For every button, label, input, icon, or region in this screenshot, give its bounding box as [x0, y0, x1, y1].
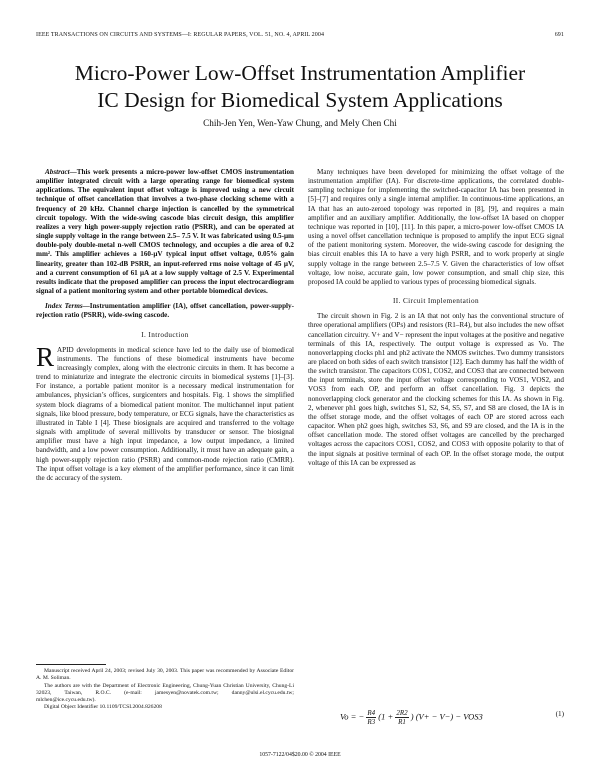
circuit-paragraph: The circuit shown in Fig. 2 is an IA that not only has the conventional structure of three operational amplifiers (OPs) and resistors (R1–R4), but also includes the new offset cancellation circuitry. V+ and V− represent the input voltages at the positive and negative terminals of this IA, respectively. The output voltage is expressed as Vo. The nonoverlapping clocks ph1 and ph2 activate the NMOS switches. Two dummy transistors are placed on both sides of each switch transistor [12]. Each dummy has half the width of the switch transistor. The capacitors COS1, COS2, and COS3 that are connected between the input terminals, store the input offset voltage corresponding to VOS1, VOS2, and VOS3 from each OP, and perform an offset cancellation. Fig. 3 depicts the nonoverlapping clock generator and the clocking schemes for this IA. As shown in Fig. 2, whenever ph1 goes high, switches S1, S2, S4, S5, S7, and S8 are closed, the IA is in the offset storage mode, and the offset voltages of each OP are stored across each capacitor. When ph2 goes high, switches S3, S6, and S9 are closed, and the IA is in the offset cancellation mode. The stored offset voltages are cancelled by the precharged voltages across the capacitors COS1, COS2, and COS3 with opposite polarity to that of the input signals at positive terminal of each OP. In the offset storage mode, the output voltage of this IA can be expressed as	[308, 312, 564, 467]
eq-fraction-gain	[366, 709, 376, 726]
techniques-paragraph: Many techniques have been developed for minimizing the offset voltage of the instrumentation amplifier (IA). For discrete-time applications, the correlated double-sampling technique for implementing the switched-capacitor IA has been presented in [5]–[7] and requires only a single internal amplifier. In continuous-time applications, an IA that has an auto-zeroed topology was reported in [8], [9], and requires a main amplifier and an auxiliary amplifier. Additionally, the low-offset IA based on chopper technique was reported in [10], [11]. In this paper, a micro-power low-offset CMOS IA using a novel offset cancellation technique is proposed to amplify the input ECG signal of the patient monitoring system. Moreover, the wide-swing cascode for designing the bias circuit enables this IA to have a very high PSRR, and to work properly at single supply voltage in the range between 2.5–7.5 V. Given the characteristics of low offset voltage, low noise, accurate gain, low power consumption, and small chip size, this proposed IA could be applied to various types of processing biomedical signals.	[308, 168, 564, 286]
drop-cap: R	[36, 341, 55, 372]
footnote-doi: Digital Object Identifier 10.1109/TCSI.2004.826208	[44, 704, 162, 711]
eq-mid: (1 +	[378, 711, 394, 722]
equation-1	[340, 704, 564, 728]
footnote-affiliation: The authors are with the Department of Electronic Engineering, Chung-Yuan Christian University, Chung-Li 32023, Taiwan, R.O.C. (e-mail: jamesyen@novatek.com.tw; danny@ulsi.el.cycu.edu.tw; mlchen@ice.cycu.edu.tw).	[36, 682, 294, 704]
eq-frac1-den: R3	[367, 718, 376, 726]
right-column	[308, 168, 564, 468]
equation-body	[340, 709, 483, 726]
author-list: Chih-Jen Yen, Wen-Yaw Chung, and Mely Chen Chi	[203, 118, 397, 128]
index-terms-text: Instrumentation amplifier (IA), offset cancellation, power-supply-rejection ratio (PSRR), wide-swing cascode.	[36, 302, 294, 320]
journal-name: IEEE TRANSACTIONS ON CIRCUITS AND SYSTEMS—I: REGULAR PAPERS, VOL. 51, NO. 4, APRIL 2004	[36, 32, 325, 38]
running-header	[36, 32, 564, 42]
abstract-text: This work presents a micro-power low-offset CMOS instrumentation amplifier integrated circuit with a large operating range for biomedical system applications. The equivalent input offset voltage is improved using a new circuit technique of offset cancellation that involves a two-phase clocking scheme with a frequency of 20 kHz. Channel charge injection is cancelled by the symmetrical circuit topology. With the wide-swing cascode bias circuit design, this amplifier realizes a very high power-supply rejection ratio (PSRR), and can be operated at single supply voltage in the range between 2.5– 7.5 V. It was fabricated using 0.5-μm double-poly double-metal n-well CMOS technology, and occupies a die area of 0.2 mm². This amplifier achieves a 160-μV typical input offset voltage, 0.05% gain linearity, greater than 102-dB PSRR, an input-referred rms noise voltage of 45 μV, and a current consumption of 61 μA at a low supply voltage of 2.5 V. Experimental results indicate that the proposed amplifier can process the input electrocardiogram signal of a patient monitoring system and other portable biomedical devices.	[36, 168, 294, 296]
title-line-2: IC Design for Biomedical System Applications	[97, 88, 503, 112]
index-terms-label: Index Terms—	[45, 302, 90, 311]
equation-number: (1)	[555, 710, 564, 718]
abstract-label: Abstract—	[45, 168, 77, 176]
paper-title	[20, 60, 580, 114]
footnote-rule	[36, 664, 106, 665]
eq-frac2-num: 2R2	[396, 709, 408, 717]
copyright-footer: 1057-7122/04$20.00 © 2004 IEEE	[259, 752, 341, 758]
section-heading-introduction: I. Introduction	[141, 330, 189, 339]
left-column	[36, 168, 294, 483]
intro-paragraph	[36, 341, 294, 483]
section-heading-circuit: II. Circuit Implementation	[392, 297, 480, 306]
eq-lhs: Vo = −	[340, 711, 365, 722]
abstract	[36, 168, 294, 296]
eq-rhs: ) (V+ − V−) − VOS3	[410, 711, 483, 722]
eq-frac1-num: R4	[367, 709, 376, 717]
index-terms	[36, 302, 294, 320]
eq-frac2-den: R1	[398, 718, 406, 726]
intro-text: APID developments in medical science have led to the daily use of biomedical instruments. The functions of these biomedical instruments have become increasingly complex, along with the electronic circuits in them. It has become a trend to miniaturize and integrate the electronic circuits in biomedical systems [1]–[3]. For instance, a portable patient monitor is a necessary medical instrumentation for ambulances, physician’s offices, surgicenters and hospitals. Fig. 1 shows the simplified system block diagrams of a biomedical patient monitor. The multichannel input patient signals, like blood pressure, body temperature, or ECG signals, have the characteristics as illustrated in Table I [4]. These biosignals are acquired and transferred to the voltage signals with amplitude of several millivolts by transducer or sensor. The biosignal amplifier must have a high input impedance, a low output impedance, a limited bandwidth, and a low power consumption. Additionally, it must have an adequate gain, a high power-supply rejection ratio (PSRR) and common-mode rejection ratio (CMRR). The input offset voltage is a key element of the amplifier performance, since it can limit the dc accuracy of the system.	[36, 345, 294, 482]
footnote-received: Manuscript received April 24, 2003; revised July 30, 2003. This paper was recommended by Associate Editor A. M. Soliman.	[36, 668, 294, 682]
title-line-1: Micro-Power Low-Offset Instrumentation Amplifier	[74, 61, 526, 85]
footnote	[36, 664, 294, 712]
page-number: 691	[554, 32, 564, 38]
eq-fraction-first-stage	[395, 709, 408, 726]
